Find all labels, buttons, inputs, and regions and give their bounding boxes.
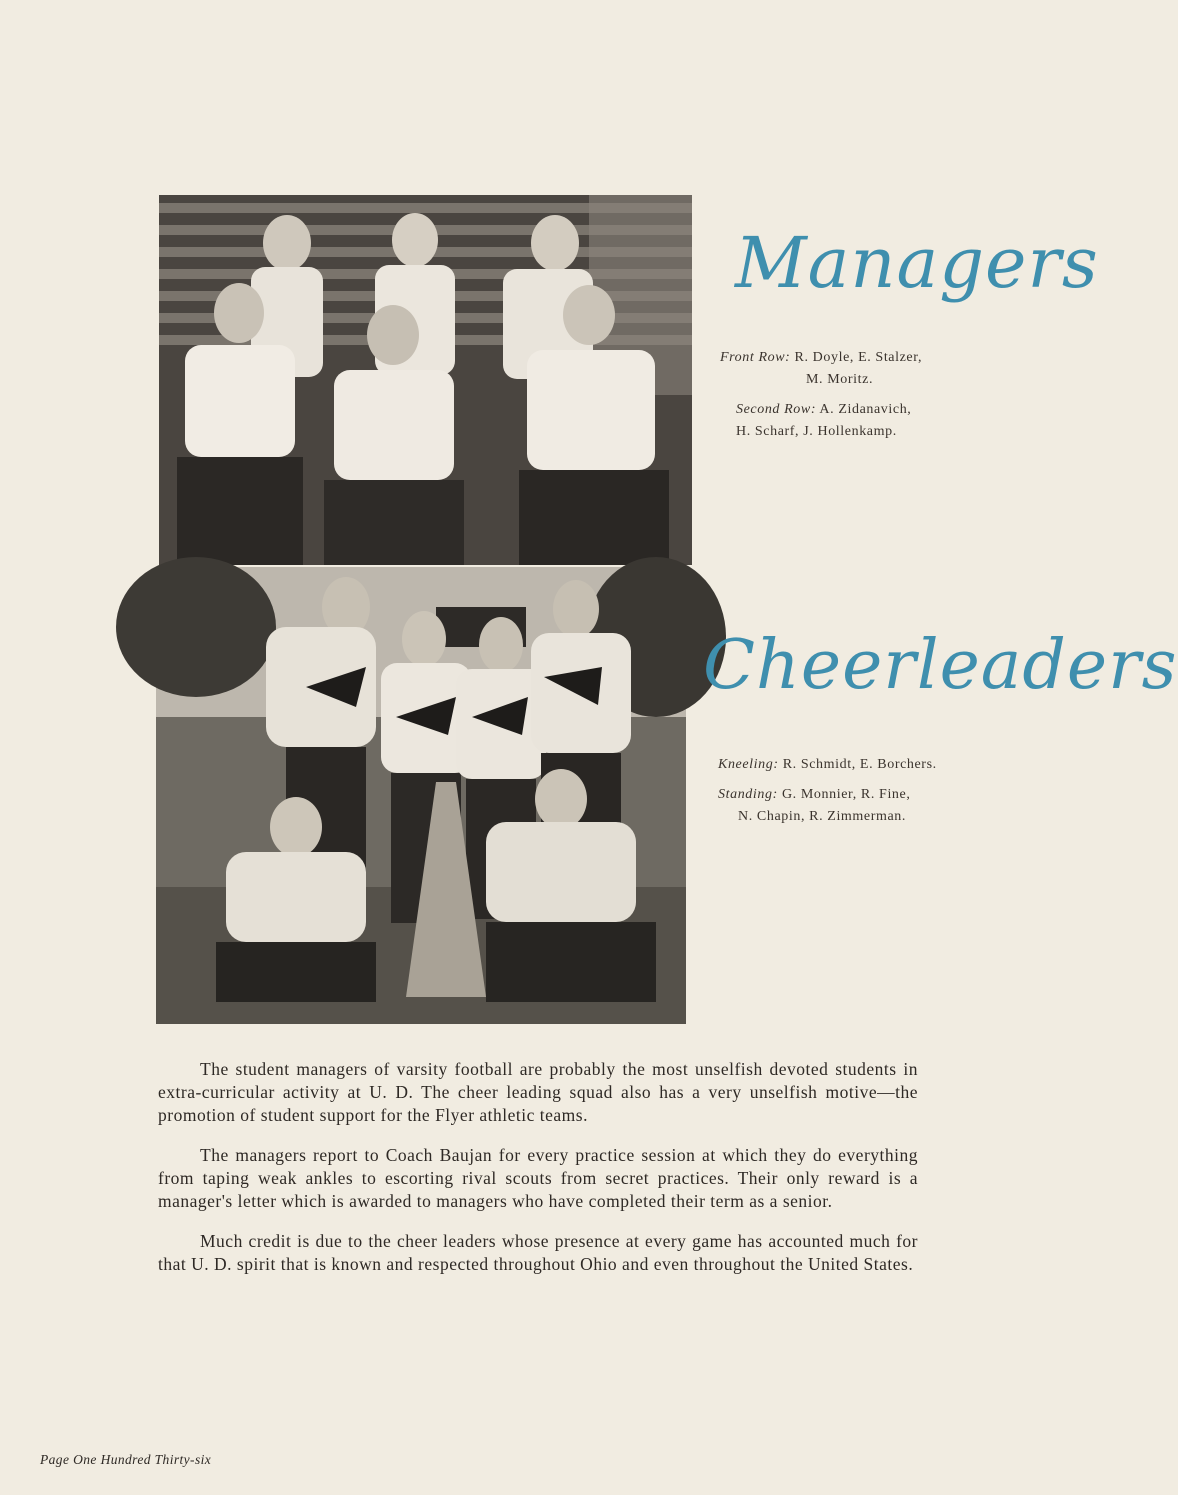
cheerleaders-standing bbox=[718, 784, 1018, 828]
kneeling-names: R. Schmidt, E. Borchers. bbox=[782, 757, 937, 772]
cheerleaders-photo bbox=[156, 567, 686, 1024]
managers-photo bbox=[159, 195, 692, 565]
cheerleaders-kneeling bbox=[718, 754, 1018, 776]
managers-title: Managers bbox=[735, 222, 1099, 304]
second-row-names-2: H. Scharf, J. Hollenkamp. bbox=[736, 424, 897, 439]
managers-second-row bbox=[720, 399, 1020, 443]
front-row-names-2: M. Moritz. bbox=[806, 372, 874, 387]
standing-names-1: G. Monnier, R. Fine, bbox=[781, 787, 911, 802]
body-paragraph-3: Much credit is due to the cheer leaders whose presence at every game has accounted much for that U. D. spirit that is known and respected throughout Ohio and even throughout the United States. bbox=[158, 1231, 918, 1274]
body-paragraph-2: The managers report to Coach Baujan for every practice session at which they do everything from taping weak ankles to escorting rival scouts from secret practices. Their only reward is a manager's letter which is awarded to managers who have completed their term as a senior. bbox=[158, 1145, 918, 1211]
cheerleaders-title: Cheerleaders bbox=[703, 626, 1178, 705]
page-number-footer: Page One Hundred Thirty-six bbox=[40, 1452, 212, 1467]
managers-caption bbox=[720, 347, 1020, 451]
managers-front-row bbox=[720, 347, 1020, 391]
body-paragraph-1: The student managers of varsity football are probably the most unselfish devoted students in extra-curricular activity at U. D. The cheer leading squad also has a very unselfish motive—the promotion of student support for the Flyer athletic teams. bbox=[158, 1059, 918, 1125]
front-row-names-1: R. Doyle, E. Stalzer, bbox=[794, 350, 923, 365]
standing-names-2: N. Chapin, R. Zimmerman. bbox=[738, 809, 906, 824]
second-row-label: Second Row: bbox=[736, 402, 817, 417]
standing-label: Standing: bbox=[718, 787, 778, 802]
cheerleaders-caption bbox=[718, 754, 1018, 836]
second-row-names-1: A. Zidanavich, bbox=[819, 402, 912, 417]
kneeling-label: Kneeling: bbox=[718, 757, 779, 772]
body-text bbox=[158, 1058, 918, 1293]
front-row-label: Front Row: bbox=[720, 350, 791, 365]
